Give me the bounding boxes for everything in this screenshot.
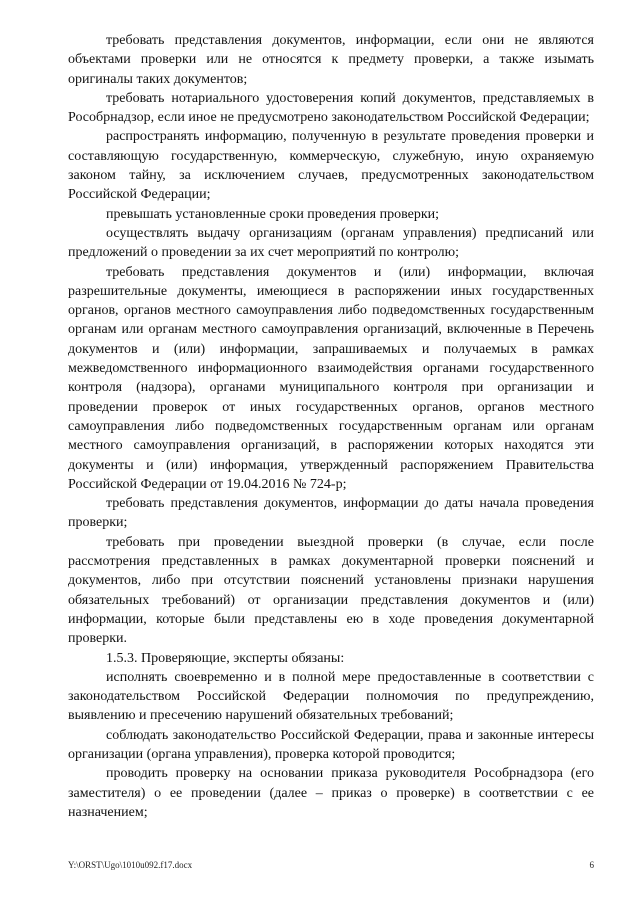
paragraph: осуществлять выдачу организациям (органам управления) предписаний или предложений о проведении за их счет мероприятий по контролю;	[68, 225, 594, 261]
page-footer	[68, 856, 594, 875]
paragraph: требовать представления документов и (или) информации, включая разрешительные документы, имеющиеся в распоряжении иных государственных органов, органов местного самоуправления либо подведомственных государственным органам или органам местного самоуправления организаций, включенные в Перечень документов и (или) информации, запрашиваемых и получаемых в рамках межведомственного информационного взаимодействия органами государственного контроля (надзора), органами муниципального контроля при организации и проведении проверок от иных государственных органов, органов местного самоуправления либо подведомственных государственным органам или органам местного самоуправления организаций, в распоряжении которых находятся эти документы и (или) информация, утвержденный распоряжением Правительства Российской Федерации от 19.04.2016 № 724-р;	[68, 264, 594, 492]
paragraph: требовать при проведении выездной проверки (в случае, если после рассмотрения представленных в рамках документарной проверки пояснений и документов, либо при отсутствии пояснений установлены признаки нарушения обязательных требований) от организации представления документов и (или) информации, которые были представлены ею в ходе проведения документарной проверки.	[68, 534, 594, 647]
file-path: Y:\ORST\Ugo\1010u092.f17.docx	[68, 860, 193, 870]
section-heading: 1.5.3. Проверяющие, эксперты обязаны:	[106, 650, 345, 666]
paragraph: исполнять своевременно и в полной мере предоставленные в соответствии с законодательством Российской Федерации полномочия по предупреждению, выявлению и пресечению нарушений обязательных требований;	[68, 669, 594, 724]
paragraph: требовать представления документов, информации до даты начала проведения проверки;	[68, 496, 594, 531]
paragraph: требовать представления документов, информации, если они не являются объектами проверки или не относятся к предмету проверки, а также изымать оригиналы таких документов;	[68, 33, 594, 87]
paragraph: распространять информацию, полученную в результате проведения проверки и составляющую государственную, коммерческую, служебную, иную охраняемую законом тайну, за исключением случаев, предусмотренных законодательством Российской Федерации;	[68, 129, 594, 203]
document-body	[68, 31, 594, 822]
paragraph: превышать установленные сроки проведения проверки;	[106, 206, 440, 222]
paragraph: проводить проверку на основании приказа руководителя Рособрнадзора (его заместителя) о ее проведении (далее – приказ о проверке) в соответствии с ее назначением;	[68, 766, 594, 820]
paragraph: требовать нотариального удостоверения копий документов, представляемых в Рособрнадзор, если иное не предусмотрено законодательством Российской Федерации;	[68, 90, 594, 126]
page-number: 6	[589, 860, 594, 870]
paragraph: соблюдать законодательство Российской Федерации, права и законные интересы организации (органа управления), проверка которой проводится;	[68, 727, 594, 762]
